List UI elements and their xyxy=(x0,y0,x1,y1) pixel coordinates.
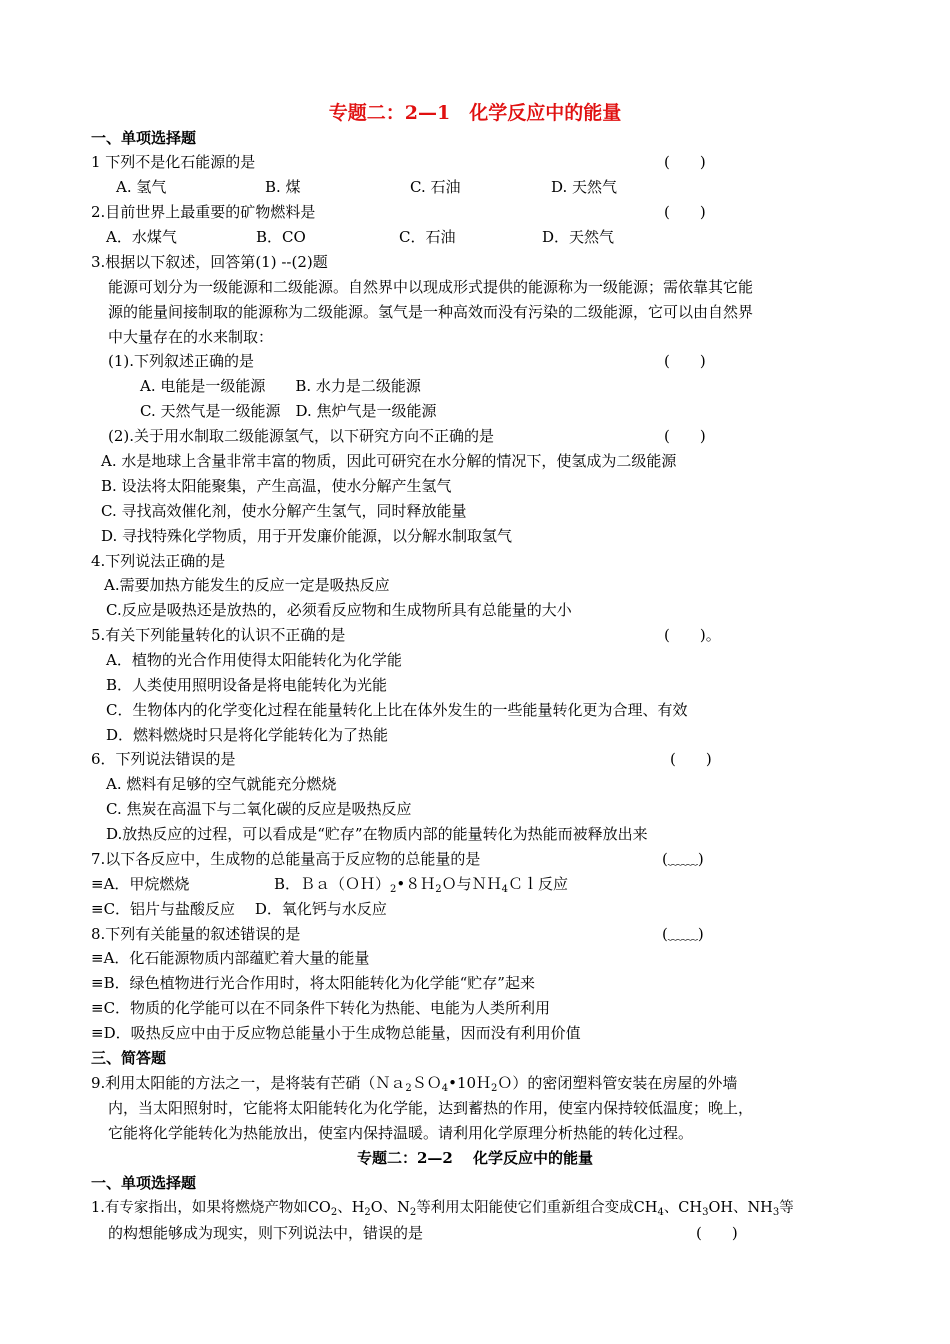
section-heading-single-choice-2: 一、单项选择题 xyxy=(91,1174,197,1192)
q1-option-c: C. 石油 xyxy=(410,178,461,196)
answer-blank-6[interactable]: ( ) xyxy=(670,750,712,768)
question-7-stem: 7.以下各反应中，生成物的总能量高于反应物的总能量的是 xyxy=(91,850,481,868)
q8-option-d: ≡D．吸热反应中由于反应物总能量小于生成物总能量，因而没有利用价值 xyxy=(91,1024,581,1042)
q3-sub1-options-ab: A. 电能是一级能源 B. 水力是二级能源 xyxy=(140,377,421,395)
section-heading-short-answer: 三、简答题 xyxy=(91,1049,167,1067)
question-5-stem: 5.有关下列能量转化的认识不正确的是 xyxy=(91,626,346,644)
q5-option-c: C．生物体内的化学变化过程在能量转化上比在体外发生的一些能量转化更为合理、有效 xyxy=(106,701,688,719)
q7-option-b: B．$Ba(OH)_2•8H_2O$与ＮＨ$_4$Ｃｌ反应 xyxy=(274,875,569,895)
list-marker: ≡ xyxy=(91,875,104,893)
q2-option-d: D．天然气 xyxy=(542,228,615,246)
answer-blank-7[interactable]: (﹏﹏) xyxy=(662,850,704,868)
question-9-line: 内，当太阳照射时，它能将太阳能转化为化学能，达到蓄热的作用，使室内保持较低温度；晚上， xyxy=(108,1099,754,1117)
q8-option-a: ≡A．化石能源物质内部蕴贮着大量的能量 xyxy=(91,949,370,967)
q3-sub2-option-d: D. 寻找特殊化学物质，用于开发廉价能源，以分解水制取氢气 xyxy=(101,527,513,545)
answer-blank-3-2[interactable]: ( ) xyxy=(664,427,706,445)
question-2-stem: 2.目前世界上最重要的矿物燃料是 xyxy=(91,203,316,221)
list-marker: ≡ xyxy=(91,974,104,992)
answer-blank-1[interactable]: ( ) xyxy=(664,153,706,171)
q6-option-c: C. 焦炭在高温下与二氧化碳的反应是吸热反应 xyxy=(106,800,412,818)
q5-option-a: A．植物的光合作用使得太阳能转化为化学能 xyxy=(106,651,402,669)
question-10-line: 1.有专家指出，如果将燃烧产物如$CO_2$、$H_2O$、$N_2$等利用太阳能使它们重新组合变成$CH_4$、$CH_3OH$、$NH_3$等 xyxy=(91,1200,794,1218)
question-10-line: 的构想能够成为现实，则下列说法中，错误的是 xyxy=(108,1224,424,1242)
q3-sub2-option-b: B. 设法将太阳能聚集，产生高温，使水分解产生氢气 xyxy=(101,477,452,495)
answer-blank-10[interactable]: ( ) xyxy=(696,1224,738,1242)
q3-passage-line: 源的能量间接制取的能源称为二级能源。氢气是一种高效而没有污染的二级能源，它可以由自然界 xyxy=(108,303,754,321)
question-6-stem: 6．下列说法错误的是 xyxy=(91,750,236,768)
list-marker: ≡ xyxy=(91,900,104,918)
q3-passage-line: 能源可划分为一级能源和二级能源。自然界中以现成形式提供的能源称为一级能源；需依靠其它能 xyxy=(108,278,754,296)
answer-blank-3-1[interactable]: ( ) xyxy=(664,352,706,370)
q4-option-c: C.反应是吸热还是放热的，必须看反应物和生成物所具有总能量的大小 xyxy=(106,601,572,619)
q6-option-d: D.放热反应的过程，可以看成是“贮存”在物质内部的能量转化为热能而被释放出来 xyxy=(106,825,648,843)
page-title: 专题二：2—1 化学反应中的能量 xyxy=(328,102,622,124)
q3-passage-line: 中大量存在的水来制取： xyxy=(108,328,274,346)
list-marker: ≡ xyxy=(91,999,104,1017)
q7-option-a: ≡A．甲烷燃烧 xyxy=(91,875,190,893)
q6-option-a: A. 燃料有足够的空气就能充分燃烧 xyxy=(106,775,337,793)
question-3-stem: 3.根据以下叙述，回答第(1) --(2)题 xyxy=(91,253,328,271)
q3-sub2-option-a: A. 水是地球上含量非常丰富的物质，因此可研究在水分解的情况下，使氢成为二级能源 xyxy=(101,452,677,470)
q2-option-c: C．石油 xyxy=(399,228,456,246)
q5-option-b: B．人类使用照明设备是将电能转化为光能 xyxy=(106,676,388,694)
q1-option-d: D. 天然气 xyxy=(551,178,618,196)
q8-option-b: ≡B．绿色植物进行光合作用时，将太阳能转化为化学能“贮存”起来 xyxy=(91,974,535,992)
question-1-stem: 1 下列不是化石能源的是 xyxy=(91,153,256,171)
question-9-line: 9.利用太阳能的方法之一，是将装有芒硝（Ｎａ$_2$ＳＯ$_4$•10Ｈ$_2$Ｏ）的密闭塑料管安装在房屋的外墙 xyxy=(91,1074,738,1094)
q3-sub1-stem: (1).下列叙述正确的是 xyxy=(108,352,255,370)
answer-blank-8[interactable]: (﹏﹏) xyxy=(662,925,704,943)
q7-options-cd: ≡C．铝片与盐酸反应 D．氧化钙与水反应 xyxy=(91,900,387,918)
q4-option-a: A.需要加热方能发生的反应一定是吸热反应 xyxy=(104,576,390,594)
answer-blank-5[interactable]: ( )。 xyxy=(664,626,721,644)
q3-sub2-stem: (2).关于用水制取二级能源氢气，以下研究方向不正确的是 xyxy=(108,427,495,445)
q2-option-a: A．水煤气 xyxy=(106,228,177,246)
list-marker: ≡ xyxy=(91,1024,104,1042)
q5-option-d: D．燃料燃烧时只是将化学能转化为了热能 xyxy=(106,726,389,744)
q3-sub2-option-c: C. 寻找高效催化剂，使水分解产生氢气，同时释放能量 xyxy=(101,502,467,520)
section-title-2: 专题二：2—2 化学反应中的能量 xyxy=(356,1149,594,1167)
answer-blank-2[interactable]: ( ) xyxy=(664,203,706,221)
q1-option-b: B. 煤 xyxy=(265,178,301,196)
question-4-stem: 4.下列说法正确的是 xyxy=(91,552,226,570)
q1-option-a: A. 氢气 xyxy=(116,178,167,196)
list-marker: ≡ xyxy=(91,949,104,967)
question-8-stem: 8.下列有关能量的叙述错误的是 xyxy=(91,925,301,943)
section-heading-single-choice: 一、单项选择题 xyxy=(91,129,197,147)
q2-option-b: B．CO xyxy=(256,228,306,246)
q8-option-c: ≡C．物质的化学能可以在不同条件下转化为热能、电能为人类所利用 xyxy=(91,999,551,1017)
q3-sub1-options-cd: C. 天然气是一级能源 D. 焦炉气是一级能源 xyxy=(140,402,437,420)
question-9-line: 它能将化学能转化为热能放出，使室内保持温暖。请利用化学原理分析热能的转化过程。 xyxy=(108,1124,694,1142)
